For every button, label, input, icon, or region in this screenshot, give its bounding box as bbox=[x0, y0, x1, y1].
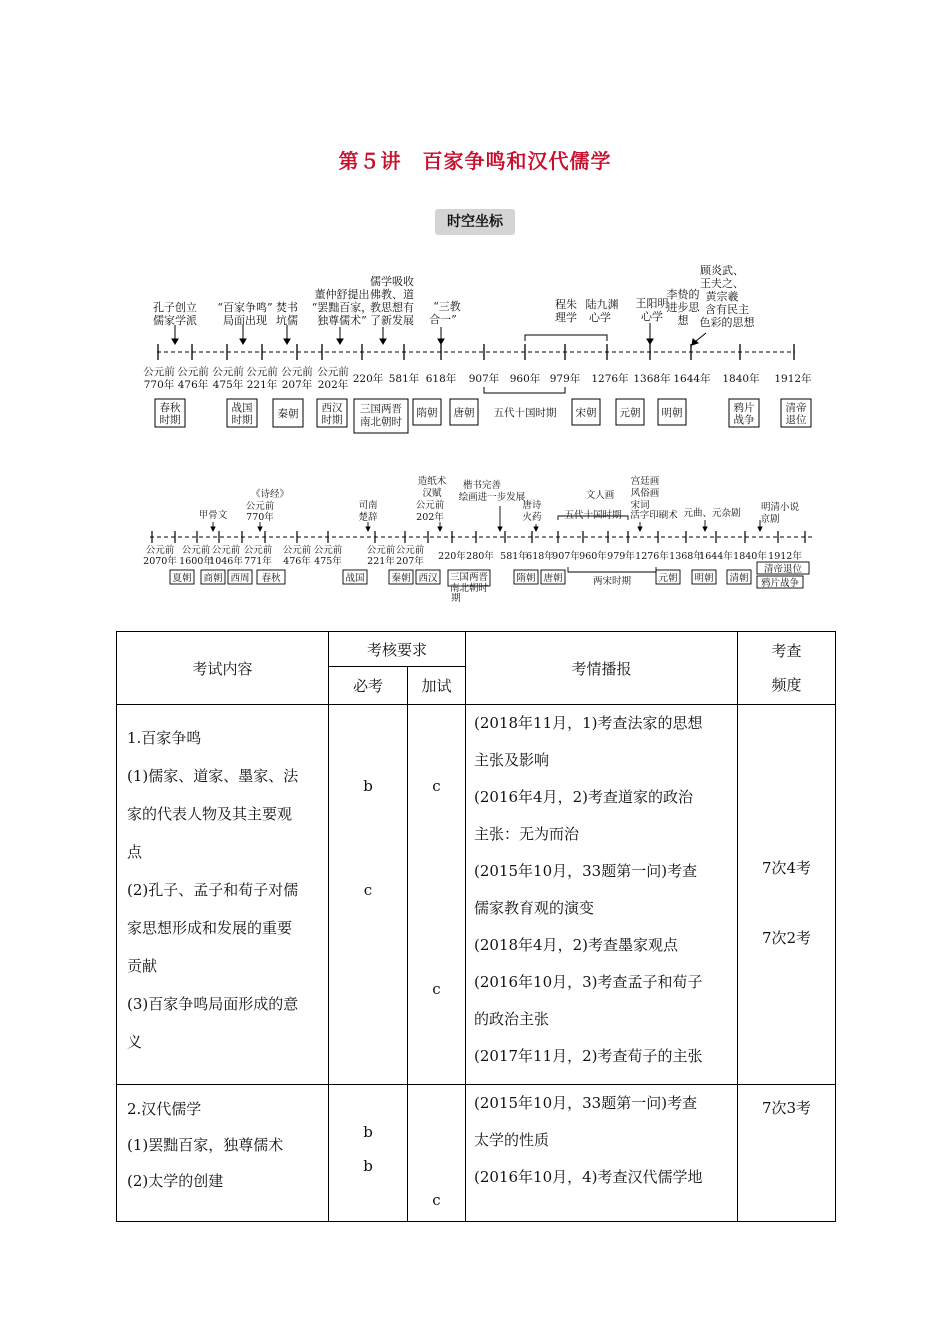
extra-cell bbox=[408, 705, 466, 1085]
period-label: 春秋 bbox=[159, 402, 181, 414]
news-line: 主张：无为而治 bbox=[474, 825, 580, 843]
period-label: 鸦片 bbox=[733, 402, 755, 414]
event-arrows bbox=[211, 506, 762, 531]
date-label: 618年 bbox=[425, 373, 457, 385]
date-label: 1368年 bbox=[669, 551, 703, 562]
event-labels bbox=[199, 475, 800, 525]
date-label: 220年 bbox=[438, 551, 466, 562]
event-label: “三教 bbox=[433, 300, 461, 313]
period-label: 元朝 bbox=[658, 573, 678, 584]
extra-mark: c bbox=[432, 777, 441, 795]
period-label: 明朝 bbox=[694, 573, 714, 584]
table-row bbox=[117, 1085, 836, 1222]
news-line: 儒家教育观的演变 bbox=[474, 899, 595, 917]
event-label: 770年 bbox=[246, 512, 274, 523]
period-label: 宋朝 bbox=[575, 407, 597, 419]
header-news: 考情播报 bbox=[466, 632, 738, 705]
news-line: 的政治主张 bbox=[474, 1010, 550, 1028]
date-label: 公元前 bbox=[313, 545, 343, 556]
period-label: 清帝 bbox=[785, 402, 807, 414]
content-cell bbox=[117, 1085, 329, 1222]
date-label: 1840年 bbox=[733, 551, 767, 562]
frequency-value: 7次3考 bbox=[761, 1099, 812, 1117]
date-label: 960年 bbox=[579, 551, 607, 562]
news-line: (2018年4月，2)考查墨家观点 bbox=[474, 936, 678, 954]
content-line: 1.百家争鸣 bbox=[127, 729, 202, 747]
header-frequency-line: 考查 bbox=[771, 642, 802, 660]
date-label: 公元前 bbox=[366, 545, 396, 556]
content-line: (2)孔子、孟子和荀子对儒 bbox=[127, 881, 299, 899]
exam-requirements-table bbox=[116, 631, 836, 1222]
event-label: 明清小说 bbox=[760, 502, 800, 513]
event-label: 楚辞 bbox=[358, 512, 378, 523]
period-label: 唐朝 bbox=[453, 407, 475, 419]
date-label: 公元前 bbox=[181, 545, 211, 556]
event-label: 宋词 bbox=[630, 500, 650, 511]
content-line: (2)太学的创建 bbox=[127, 1172, 224, 1190]
date-labels bbox=[143, 365, 812, 391]
period-label: 南北朝时 bbox=[360, 416, 402, 428]
event-label: 文人画 bbox=[585, 490, 615, 501]
period-label: 鸦片战争 bbox=[760, 578, 800, 589]
table-row bbox=[117, 705, 836, 1085]
event-label: 绘画进一步发展 bbox=[458, 492, 526, 503]
period-label: 清朝 bbox=[729, 573, 749, 584]
period-label: 三国两晋 bbox=[360, 403, 402, 415]
date-label: 771年 bbox=[244, 556, 272, 567]
event-label: 了新发展 bbox=[370, 314, 414, 327]
date-label: 公元前 bbox=[212, 366, 244, 378]
date-label: 1046年 bbox=[209, 556, 243, 567]
event-label: 造纸术 bbox=[417, 476, 447, 487]
date-label: 1368年 bbox=[633, 373, 671, 385]
frequency-value: 7次4考 bbox=[761, 859, 812, 877]
extra-mark: c bbox=[432, 980, 441, 998]
content-line: (1)儒家、道家、墨家、法 bbox=[127, 767, 299, 785]
date-label: 207年 bbox=[281, 379, 313, 391]
news-cell bbox=[466, 1085, 738, 1222]
date-label: 2070年 bbox=[143, 556, 177, 567]
event-label: “百家争鸣” bbox=[217, 301, 273, 314]
extra-mark: c bbox=[432, 1191, 441, 1209]
section-tag: 时空坐标 bbox=[435, 209, 515, 235]
news-line: (2016年10月，3)考查孟子和荀子 bbox=[474, 973, 703, 991]
event-label: 董仲舒提出 bbox=[314, 288, 370, 301]
date-label: 475年 bbox=[212, 379, 244, 391]
event-label: 火药 bbox=[522, 512, 542, 523]
date-label: 公元前 bbox=[143, 366, 175, 378]
event-label: 独尊儒术” bbox=[317, 314, 367, 327]
period-label: 隋朝 bbox=[516, 573, 536, 584]
thought-timeline bbox=[0, 255, 950, 435]
period-label: 战争 bbox=[733, 414, 755, 426]
event-label: 李贽的 bbox=[666, 288, 700, 301]
event-label: 活字印刷术 bbox=[630, 510, 678, 521]
event-label: 公元前 bbox=[415, 500, 445, 511]
event-labels bbox=[153, 263, 755, 329]
period-label: 唐朝 bbox=[543, 573, 563, 584]
news-line: (2016年4月，2)考查道家的政治 bbox=[474, 788, 693, 806]
event-label: 含有民主 bbox=[705, 303, 749, 316]
event-label: 儒学吸收 bbox=[370, 275, 414, 288]
date-label: 公元前 bbox=[145, 545, 175, 556]
date-label: 207年 bbox=[396, 556, 424, 567]
event-label: 司南 bbox=[358, 500, 378, 511]
content-line: 家的代表人物及其主要观 bbox=[127, 805, 293, 823]
event-label: 王夫之、 bbox=[700, 277, 744, 290]
period-label: 三国两晋 bbox=[449, 572, 489, 583]
news-line: (2017年11月，2)考查荀子的主张 bbox=[474, 1047, 703, 1065]
event-label: 色彩的思想 bbox=[699, 316, 755, 329]
date-label: 960年 bbox=[509, 373, 541, 385]
event-label: 五代十国时期 bbox=[564, 510, 622, 521]
content-line: 义 bbox=[127, 1033, 143, 1051]
date-label: 770年 bbox=[143, 379, 175, 391]
date-label: 1276年 bbox=[635, 551, 669, 562]
news-line: 主张及影响 bbox=[474, 751, 550, 769]
event-label: 元曲、元杂剧 bbox=[683, 508, 741, 519]
culture-timeline bbox=[0, 470, 950, 620]
date-label: 475年 bbox=[314, 556, 342, 567]
date-label: 1276年 bbox=[591, 373, 629, 385]
event-label: 宫廷画 bbox=[630, 476, 660, 487]
event-label: 局面出现 bbox=[223, 314, 267, 327]
period-label: 秦朝 bbox=[277, 408, 299, 420]
period-label: 明朝 bbox=[661, 407, 683, 419]
date-label: 公元前 bbox=[282, 545, 312, 556]
frequency-value: 7次2考 bbox=[761, 929, 812, 947]
news-cell bbox=[466, 705, 738, 1085]
content-line: (1)罢黜百家，独尊儒术 bbox=[127, 1136, 284, 1154]
period-label: 战国 bbox=[231, 402, 253, 414]
event-label: 甲骨文 bbox=[198, 510, 228, 521]
date-label: 1644年 bbox=[673, 373, 711, 385]
date-label: 公元前 bbox=[395, 545, 425, 556]
event-label: 进步思 bbox=[666, 301, 700, 314]
event-label: 想 bbox=[677, 314, 689, 327]
date-label: 公元前 bbox=[243, 545, 273, 556]
event-label: 公元前 bbox=[245, 501, 275, 512]
required-cell bbox=[329, 705, 408, 1085]
header-content: 考试内容 bbox=[117, 632, 329, 705]
event-label: 京剧 bbox=[760, 514, 780, 525]
date-label: 907年 bbox=[468, 373, 500, 385]
event-label: 心学 bbox=[589, 311, 611, 324]
period-label: 期 bbox=[451, 593, 461, 604]
header-requirement: 考核要求 bbox=[329, 632, 466, 667]
event-label: 顾炎武、 bbox=[700, 264, 744, 277]
period-label: 商朝 bbox=[203, 573, 223, 584]
date-label: 1912年 bbox=[774, 373, 812, 385]
period-label: 时期 bbox=[159, 414, 181, 426]
date-label: 618年 bbox=[526, 551, 554, 562]
date-labels bbox=[143, 544, 802, 567]
date-label: 476年 bbox=[283, 556, 311, 567]
date-label: 979年 bbox=[549, 373, 581, 385]
period-label: 夏朝 bbox=[172, 573, 192, 584]
period-label: 元朝 bbox=[619, 407, 641, 419]
content-line: 点 bbox=[127, 843, 143, 861]
required-mark: b bbox=[363, 1157, 373, 1175]
period-label: 战国 bbox=[345, 573, 365, 584]
content-line: 贡献 bbox=[127, 957, 158, 975]
event-label: 坑儒 bbox=[276, 314, 298, 327]
date-label: 公元前 bbox=[211, 545, 241, 556]
frequency-cell bbox=[738, 1085, 836, 1222]
frequency-cell bbox=[738, 705, 836, 1085]
event-label: 陆九渊 bbox=[585, 298, 619, 311]
period-label: 五代十国时期 bbox=[493, 407, 557, 419]
page-title: 第５讲 百家争鸣和汉代儒学 bbox=[338, 149, 612, 173]
event-label: 《诗经》 bbox=[250, 489, 290, 500]
date-label: 公元前 bbox=[317, 366, 349, 378]
header-frequency bbox=[738, 632, 836, 705]
date-label: 221年 bbox=[367, 556, 395, 567]
required-mark: b bbox=[363, 777, 373, 795]
event-label: 理学 bbox=[555, 311, 577, 324]
event-label: 程朱 bbox=[555, 298, 577, 311]
date-label: 1644年 bbox=[699, 551, 733, 562]
period-label: 西汉 bbox=[418, 573, 438, 584]
header-frequency-line: 频度 bbox=[771, 676, 802, 694]
period-label: 春秋 bbox=[261, 573, 281, 584]
event-label: 风俗画 bbox=[630, 488, 660, 499]
event-label: “罢黜百家， bbox=[311, 301, 373, 314]
period-label: 西周 bbox=[230, 573, 250, 584]
period-label: 时期 bbox=[231, 414, 253, 426]
event-label: 楷书完善 bbox=[462, 480, 502, 491]
period-label: 时期 bbox=[321, 414, 343, 426]
date-label: 公元前 bbox=[246, 366, 278, 378]
date-label: 476年 bbox=[177, 379, 209, 391]
date-label: 220年 bbox=[352, 373, 384, 385]
event-label: 王阳明 bbox=[635, 297, 669, 310]
news-line: 太学的性质 bbox=[474, 1131, 550, 1149]
event-label: 黄宗羲 bbox=[705, 290, 739, 303]
content-cell bbox=[117, 705, 329, 1085]
date-label: 907年 bbox=[552, 551, 580, 562]
period-label: 两宋时期 bbox=[592, 576, 632, 587]
event-label: 焚书 bbox=[276, 301, 298, 314]
header-required: 必考 bbox=[329, 667, 408, 705]
event-label: 心学 bbox=[641, 310, 663, 323]
date-label: 1912年 bbox=[768, 551, 802, 562]
content-line: 2.汉代儒学 bbox=[127, 1100, 202, 1118]
period-label: 退位 bbox=[785, 414, 807, 426]
date-label: 979年 bbox=[607, 551, 635, 562]
event-label: 儒家学派 bbox=[153, 314, 197, 327]
news-line: (2015年10月，33题第一问)考查 bbox=[474, 1094, 698, 1112]
period-label: 隋朝 bbox=[416, 407, 438, 419]
period-boxes bbox=[155, 399, 811, 433]
event-label: 汉赋 bbox=[422, 488, 442, 499]
event-label: 合一” bbox=[429, 313, 457, 326]
required-mark: c bbox=[363, 881, 373, 899]
event-label: 唐诗 bbox=[522, 500, 542, 511]
date-label: 公元前 bbox=[177, 366, 209, 378]
date-label: 1600年 bbox=[179, 556, 213, 567]
content-line: (3)百家争鸣局面形成的意 bbox=[127, 995, 299, 1013]
date-label: 公元前 bbox=[281, 366, 313, 378]
event-label: 202年 bbox=[416, 512, 444, 523]
date-label: 221年 bbox=[246, 379, 278, 391]
news-line: (2015年10月，33题第一问)考查 bbox=[474, 862, 698, 880]
period-label: 秦朝 bbox=[391, 573, 411, 584]
period-label: 清帝退位 bbox=[763, 564, 803, 575]
event-label: 孔子创立 bbox=[153, 301, 197, 314]
date-label: 280年 bbox=[466, 551, 494, 562]
header-extra: 加试 bbox=[408, 667, 466, 705]
event-label: 教思想有 bbox=[370, 301, 414, 314]
period-label: 南北朝时 bbox=[449, 583, 489, 594]
event-label: 佛教、道 bbox=[370, 288, 414, 301]
period-label: 西汉 bbox=[321, 402, 343, 414]
required-cell bbox=[329, 1085, 408, 1222]
period-labels bbox=[172, 563, 802, 604]
date-label: 581年 bbox=[500, 551, 528, 562]
content-line: 家思想形成和发展的重要 bbox=[127, 919, 293, 937]
date-label: 202年 bbox=[317, 379, 349, 391]
news-line: (2016年10月，4)考查汉代儒学地 bbox=[474, 1168, 703, 1186]
date-label: 581年 bbox=[388, 373, 420, 385]
extra-cell bbox=[408, 1085, 466, 1222]
required-mark: b bbox=[363, 1123, 373, 1141]
news-line: (2018年11月，1)考查法家的思想 bbox=[474, 714, 703, 732]
date-label: 1840年 bbox=[722, 373, 760, 385]
